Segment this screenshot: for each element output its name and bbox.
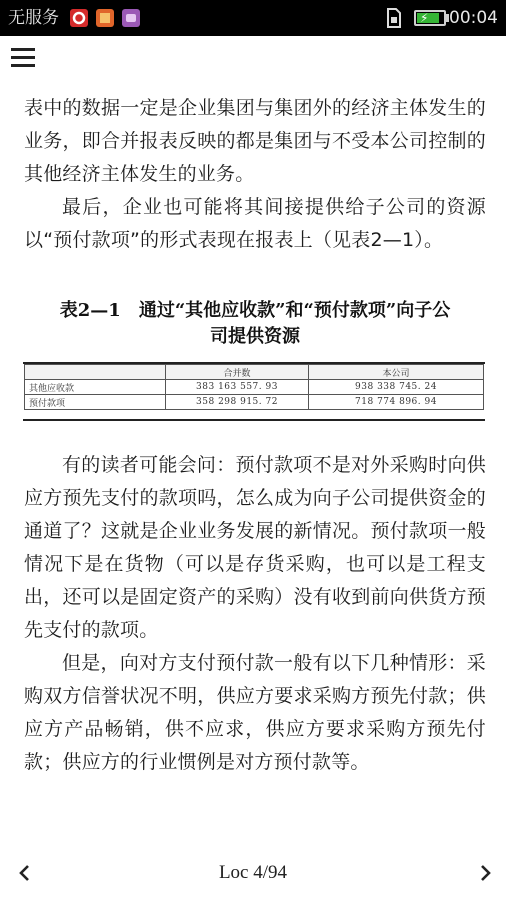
table-header-row (25, 365, 484, 380)
table-caption (24, 298, 486, 350)
reading-content-continued (24, 449, 486, 779)
battery-icon (414, 10, 446, 26)
reading-content (24, 92, 486, 257)
table-row (25, 380, 484, 395)
table-header-cell: 合并数 (166, 365, 309, 380)
chevron-right-icon[interactable] (470, 858, 500, 888)
location-indicator: Loc 4/94 (218, 862, 288, 883)
orange-app-icon (96, 9, 114, 27)
paragraph-2: 最后，企业也可能将其间接提供给子公司的资源以“预付款项”的形式表现在报表上（见表2—1）。 (24, 196, 486, 251)
table-caption-line-2: 司提供资源 (210, 326, 300, 347)
hamburger-menu-icon[interactable] (10, 46, 38, 70)
clock: 00:04 (449, 8, 498, 28)
charging-icon: ⚡ (420, 11, 429, 25)
carrier-label: 无服务 (8, 8, 59, 28)
purple-app-icon (122, 9, 140, 27)
paragraph-1: 表中的数据一定是企业集团与集团外的经济主体发生的业务，即合并报表反映的都是集团与不受本公司控制的其他经济主体发生的业务。 (24, 97, 486, 185)
table-header-cell (25, 365, 166, 380)
sim-card-icon (385, 8, 401, 28)
table-cell: 383 163 557. 93 (166, 380, 309, 395)
table-header-cell: 本公司 (309, 365, 484, 380)
table-row (25, 395, 484, 410)
table-cell: 其他应收款 (25, 380, 166, 395)
paragraph-4: 但是，向对方支付预付款一般有以下几种情形：采购双方信誉状况不明，供应方要求采购方预先付款；供应方产品畅销，供不应求，供应方要求采购方预先付款；供应方的行业惯例是对方预付款等。 (24, 652, 486, 773)
table-cell: 预付款项 (25, 395, 166, 410)
table-caption-line-1: 表2—1 通过“其他应收款”和“预付款项”向子公 (59, 300, 451, 321)
status-bar (0, 0, 506, 36)
table-cell: 938 338 745. 24 (309, 380, 484, 395)
opera-icon (70, 9, 88, 27)
data-table (24, 364, 484, 410)
table-cell: 718 774 896. 94 (309, 395, 484, 410)
paragraph-3: 有的读者可能会问：预付款项不是对外采购时向供应方预先支付的款项吗，怎么成为向子公司提供资金的通道了？这就是企业业务发展的新情况。预付款项一般情况下是在货物（可以是存货采购，也可以是工程支出，还可以是固定资产的采购）没有收到前向供货方预先支付的款项。 (24, 454, 486, 641)
table-cell: 358 298 915. 72 (166, 395, 309, 410)
